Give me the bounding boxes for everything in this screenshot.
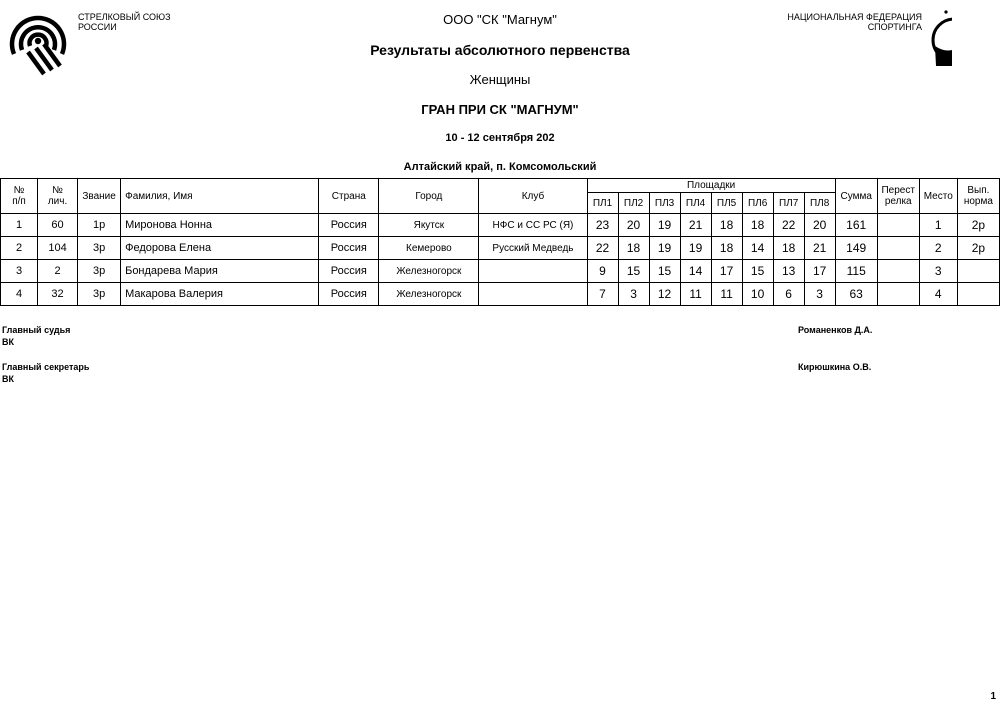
- cell-sum: 115: [835, 260, 877, 283]
- cell-score: 15: [649, 260, 680, 283]
- cell-score: 3: [804, 283, 835, 306]
- cell-place: 1: [919, 214, 957, 237]
- cell-shootoff: [877, 283, 919, 306]
- table-row: [1, 237, 1000, 260]
- col-header-stand-2: ПЛ2: [618, 193, 649, 214]
- cell-shootoff: [877, 214, 919, 237]
- chief-secretary-category: ВК: [2, 374, 14, 384]
- cell-score: 23: [587, 214, 618, 237]
- cell-norm: 2р: [957, 237, 999, 260]
- cell-rank: 3р: [78, 237, 121, 260]
- cell-score: 9: [587, 260, 618, 283]
- cell-score: 18: [711, 214, 742, 237]
- page-number: 1: [990, 691, 996, 702]
- cell-score: 20: [618, 214, 649, 237]
- cell-score: 15: [618, 260, 649, 283]
- cell-name: Бондарева Мария: [121, 260, 319, 283]
- cell-place: 3: [919, 260, 957, 283]
- cell-norm: 2р: [957, 214, 999, 237]
- cell-score: 22: [587, 237, 618, 260]
- results-table: [0, 178, 1000, 306]
- cell-license: 2: [38, 260, 78, 283]
- cell-score: 12: [649, 283, 680, 306]
- chief-judge-title: Главный судья: [2, 325, 71, 335]
- sporting-federation-logo: [928, 6, 952, 68]
- cell-score: 18: [711, 237, 742, 260]
- event-name: ГРАН ПРИ СК "МАГНУМ": [421, 102, 579, 117]
- cell-norm: [957, 260, 999, 283]
- cell-score: 17: [804, 260, 835, 283]
- cell-score: 18: [742, 214, 773, 237]
- event-venue: Алтайский край, п. Комсомольский: [403, 161, 597, 173]
- cell-shootoff: [877, 237, 919, 260]
- cell-club: Русский Медведь: [479, 237, 587, 260]
- cell-score: 17: [711, 260, 742, 283]
- cell-shootoff: [877, 260, 919, 283]
- col-header-place: Место: [919, 179, 957, 214]
- col-header-city: Город: [379, 179, 479, 214]
- cell-score: 19: [649, 237, 680, 260]
- cell-score: 18: [773, 237, 804, 260]
- col-header-stand-7: ПЛ7: [773, 193, 804, 214]
- col-header-stand-6: ПЛ6: [742, 193, 773, 214]
- col-header-norm: Вып. норма: [957, 179, 999, 214]
- cell-score: 14: [742, 237, 773, 260]
- col-header-num: № п/п: [1, 179, 38, 214]
- cell-num: 2: [1, 237, 38, 260]
- cell-rank: 3р: [78, 260, 121, 283]
- col-header-stand-1: ПЛ1: [587, 193, 618, 214]
- chief-secretary-name: Кирюшкина О.В.: [798, 362, 872, 372]
- cell-country: Россия: [319, 283, 379, 306]
- col-header-country: Страна: [319, 179, 379, 214]
- cell-license: 32: [38, 283, 78, 306]
- cell-num: 4: [1, 283, 38, 306]
- col-header-stand-4: ПЛ4: [680, 193, 711, 214]
- cell-score: 18: [618, 237, 649, 260]
- table-row: [1, 283, 1000, 306]
- cell-country: Россия: [319, 260, 379, 283]
- cell-sum: 63: [835, 283, 877, 306]
- cell-club: [479, 283, 587, 306]
- cell-rank: 1р: [78, 214, 121, 237]
- cell-score: 11: [711, 283, 742, 306]
- cell-score: 7: [587, 283, 618, 306]
- org-right-line2: СПОРТИНГА: [867, 22, 922, 32]
- cell-score: 3: [618, 283, 649, 306]
- cell-sum: 149: [835, 237, 877, 260]
- cell-name: Миронова Нонна: [121, 214, 319, 237]
- document-title: Результаты абсолютного первенства: [370, 42, 630, 58]
- cell-score: 20: [804, 214, 835, 237]
- chief-secretary-block: [2, 361, 89, 385]
- col-header-stand-5: ПЛ5: [711, 193, 742, 214]
- cell-license: 60: [38, 214, 78, 237]
- cell-score: 14: [680, 260, 711, 283]
- chief-judge-block: [2, 324, 70, 348]
- table-row: [1, 214, 1000, 237]
- cell-score: 22: [773, 214, 804, 237]
- cell-city: Железногорск: [379, 260, 479, 283]
- cell-score: 13: [773, 260, 804, 283]
- org-right-name: [787, 12, 922, 32]
- org-left-line1: СТРЕЛКОВЫЙ СОЮЗ: [78, 12, 171, 22]
- cell-score: 21: [680, 214, 711, 237]
- cell-city: Железногорск: [379, 283, 479, 306]
- company-name: ООО "СК "Магнум": [443, 12, 557, 27]
- col-header-club: Клуб: [479, 179, 587, 214]
- cell-club: [479, 260, 587, 283]
- cell-score: 10: [742, 283, 773, 306]
- cell-score: 19: [649, 214, 680, 237]
- cell-club: НФС и СС РС (Я): [479, 214, 587, 237]
- cell-score: 15: [742, 260, 773, 283]
- cell-city: Кемерово: [379, 237, 479, 260]
- col-header-stand-8: ПЛ8: [804, 193, 835, 214]
- org-right-line1: НАЦИОНАЛЬНАЯ ФЕДЕРАЦИЯ: [787, 12, 922, 22]
- cell-num: 1: [1, 214, 38, 237]
- table-row: [1, 260, 1000, 283]
- cell-name: Макарова Валерия: [121, 283, 319, 306]
- cell-city: Якутск: [379, 214, 479, 237]
- cell-num: 3: [1, 260, 38, 283]
- col-header-rank: Звание: [78, 179, 121, 214]
- cell-score: 6: [773, 283, 804, 306]
- col-header-stands: Площадки: [587, 179, 835, 193]
- cell-norm: [957, 283, 999, 306]
- cell-country: Россия: [319, 237, 379, 260]
- org-left-line2: РОССИИ: [78, 22, 117, 32]
- cell-rank: 3р: [78, 283, 121, 306]
- chief-judge-name: Романенков Д.А.: [798, 325, 873, 335]
- cell-place: 4: [919, 283, 957, 306]
- col-header-shootoff: Перест релка: [877, 179, 919, 214]
- cell-country: Россия: [319, 214, 379, 237]
- cell-name: Федорова Елена: [121, 237, 319, 260]
- col-header-stand-3: ПЛ3: [649, 193, 680, 214]
- category-subtitle: Женщины: [469, 72, 531, 87]
- chief-secretary-title: Главный секретарь: [2, 362, 90, 372]
- cell-sum: 161: [835, 214, 877, 237]
- col-header-sum: Сумма: [835, 179, 877, 214]
- cell-score: 19: [680, 237, 711, 260]
- col-header-license: № лич.: [38, 179, 78, 214]
- col-header-name: Фамилия, Имя: [121, 179, 319, 214]
- chief-judge-category: ВК: [2, 337, 14, 347]
- cell-score: 21: [804, 237, 835, 260]
- cell-score: 11: [680, 283, 711, 306]
- cell-place: 2: [919, 237, 957, 260]
- cell-license: 104: [38, 237, 78, 260]
- event-dates: 10 - 12 сентября 202: [445, 132, 555, 144]
